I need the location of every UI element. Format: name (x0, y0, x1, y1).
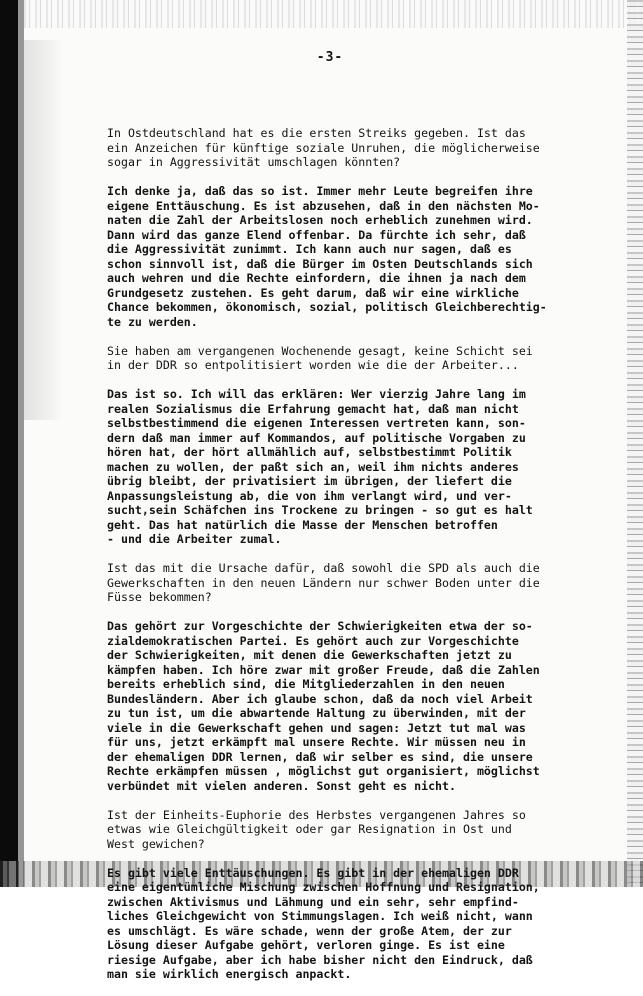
text-line: Es gibt viele Enttäuschungen. Es gibt in der ehemaligen DDR (107, 865, 519, 880)
text-line: Rechte erkämpfen müssen , möglichst gut organisiert, möglichst (107, 764, 540, 778)
text-line: Ich denke ja, daß das so ist. Immer mehr Leute begreifen ihre (107, 184, 533, 198)
text-line: Das ist so. Ich will das erklären: Wer vierzig Jahre lang im (107, 387, 526, 401)
text-line: in der DDR so entpolitisiert worden wie die der Arbeiter... (107, 358, 519, 372)
scan-left-border (0, 0, 18, 887)
text-line: naten die Zahl der Arbeitslosen noch erheblich zunehmen wird. (107, 213, 533, 227)
text-line: schon sinnvoll ist, daß die Bürger im Osten Deutschlands sich (107, 256, 533, 271)
text-line: West gewichen? (107, 836, 205, 851)
text-line: te zu werden. (107, 314, 198, 329)
text-line: Anpassungsleistung ab, die von ihm verlangt wird, und ver- (107, 488, 512, 503)
scan-top-edge (24, 0, 643, 28)
text-line: übrig bleibt, der privatisiert im übrigen, der liefert die (107, 474, 512, 488)
text-line: zialdemokratischen Partei. Es gehört auch zur Vorgeschichte (107, 633, 519, 648)
text-line: etwas wie Gleichgültigkeit oder gar Resignation in Ost und (107, 822, 512, 836)
text-line: Chance bekommen, ökonomisch, sozial, politisch Gleichberechtig- (107, 300, 547, 314)
text-line: - und die Arbeiter zumal. (107, 532, 282, 546)
text-line: eine eigentümliche Mischung zwischen Hoffnung und Resignation, (107, 880, 540, 894)
text-line: man sie wirklich energisch anpackt. (107, 967, 352, 981)
answer-paragraph (107, 184, 559, 329)
answer-paragraph (107, 619, 559, 793)
question-paragraph (107, 808, 559, 852)
text-line: geht. Das hat natürlich die Masse der Menschen betroffen (107, 517, 498, 532)
page-number: -3- (316, 50, 344, 65)
text-line: sucht,sein Schäfchen ins Trockene zu bringen - so gut es halt (107, 503, 533, 517)
text-line: Lösung dieser Aufgabe gehört, verloren ginge. Es ist eine (107, 938, 505, 952)
text-line: selbstbestimmend die eigenen Interessen vertreten kann, son- (107, 416, 526, 430)
text-line: es umschlägt. Es wäre schade, wenn der große Atem, der zur (107, 923, 512, 938)
text-line: Bundesländern. Aber ich glaube schon, daß da noch viel Arbeit (107, 691, 533, 706)
text-line: Ist das mit die Ursache dafür, daß sowohl die SPD als auch die (107, 561, 540, 575)
text-line: liches Gleichgewicht von Stimmungslagen. Ich weiß nicht, wann (107, 909, 533, 923)
text-line: zwischen Aktivismus und Lähmung und ein sehr, sehr empfind- (107, 894, 519, 909)
text-line: auch wehren und die Rechte einfordern, die ihnen ja nach dem (107, 271, 526, 285)
text-line: Sie haben am vergangenen Wochenende gesagt, keine Schicht sei (107, 343, 533, 358)
answer-paragraph (107, 387, 559, 547)
text-line: bereits erheblich sind, die Mitgliederzahlen in den neuen (107, 677, 505, 691)
text-line: In Ostdeutschland hat es die ersten Streiks gegeben. Ist das (107, 126, 526, 140)
text-line: Füsse bekommen? (107, 590, 212, 604)
text-line: dern daß man immer auf Kommandos, auf politische Vorgaben zu (107, 430, 526, 445)
text-line: eigene Enttäuschung. Es ist abzusehen, daß in den nächsten Mo- (107, 198, 540, 213)
text-line: machen zu wollen, der paßt sich an, weil ihm nichts anderes (107, 459, 519, 474)
text-line: Dann wird das ganze Elend offenbar. Da fürchte ich sehr, daß (107, 227, 526, 242)
text-line: Gewerkschaften in den neuen Ländern nur schwer Boden unter die (107, 575, 540, 590)
text-line: Das gehört zur Vorgeschichte der Schwierigkeiten etwa der so- (107, 619, 533, 633)
scan-right-edge (627, 0, 643, 887)
question-paragraph (107, 344, 559, 373)
question-paragraph (107, 126, 559, 170)
scan-smudge (24, 40, 64, 420)
answer-paragraph (107, 866, 559, 982)
text-line: der ehemaligen DDR lernen, daß wir selber es sind, die unsere (107, 749, 533, 764)
text-line: Ist der Einheits-Euphorie des Herbstes vergangenen Jahres so (107, 807, 526, 822)
text-line: für uns, jetzt erkämpft mal unsere Rechte. Wir müssen neu in (107, 735, 526, 749)
text-line: hören hat, der hört allmählich auf, selbstbestimmt Politik (107, 445, 512, 459)
text-line: die Aggressivität zunimmt. Ich kann auch nur sagen, daß es (107, 242, 512, 256)
text-line: riesige Aufgabe, aber ich habe bisher nicht den Eindruck, daß (107, 952, 533, 967)
text-line: sogar in Aggressivität umschlagen könnten? (107, 155, 401, 169)
text-line: kämpfen haben. Ich höre zwar mit großer Freude, daß die Zahlen (107, 662, 540, 677)
text-line: Grundgesetz zustehen. Es geht darum, daß wir eine wirkliche (107, 285, 519, 300)
question-paragraph (107, 561, 559, 605)
text-line: zu tun ist, um die abwartende Haltung zu überwinden, mit der (107, 706, 526, 720)
text-line: ein Anzeichen für künftige soziale Unruhen, die möglicherweise (107, 140, 540, 155)
text-line: realen Sozialismus die Erfahrung gemacht hat, daß man nicht (107, 401, 519, 416)
interview-text (107, 126, 559, 996)
text-line: viele in die Gewerkschaft gehen und sagen: Jetzt tut mal was (107, 720, 526, 735)
text-line: der Schwierigkeiten, mit denen die Gewerkschaften jetzt zu (107, 648, 512, 662)
text-line: verbündet mit vielen anderen. Sonst geht es nicht. (107, 778, 457, 793)
